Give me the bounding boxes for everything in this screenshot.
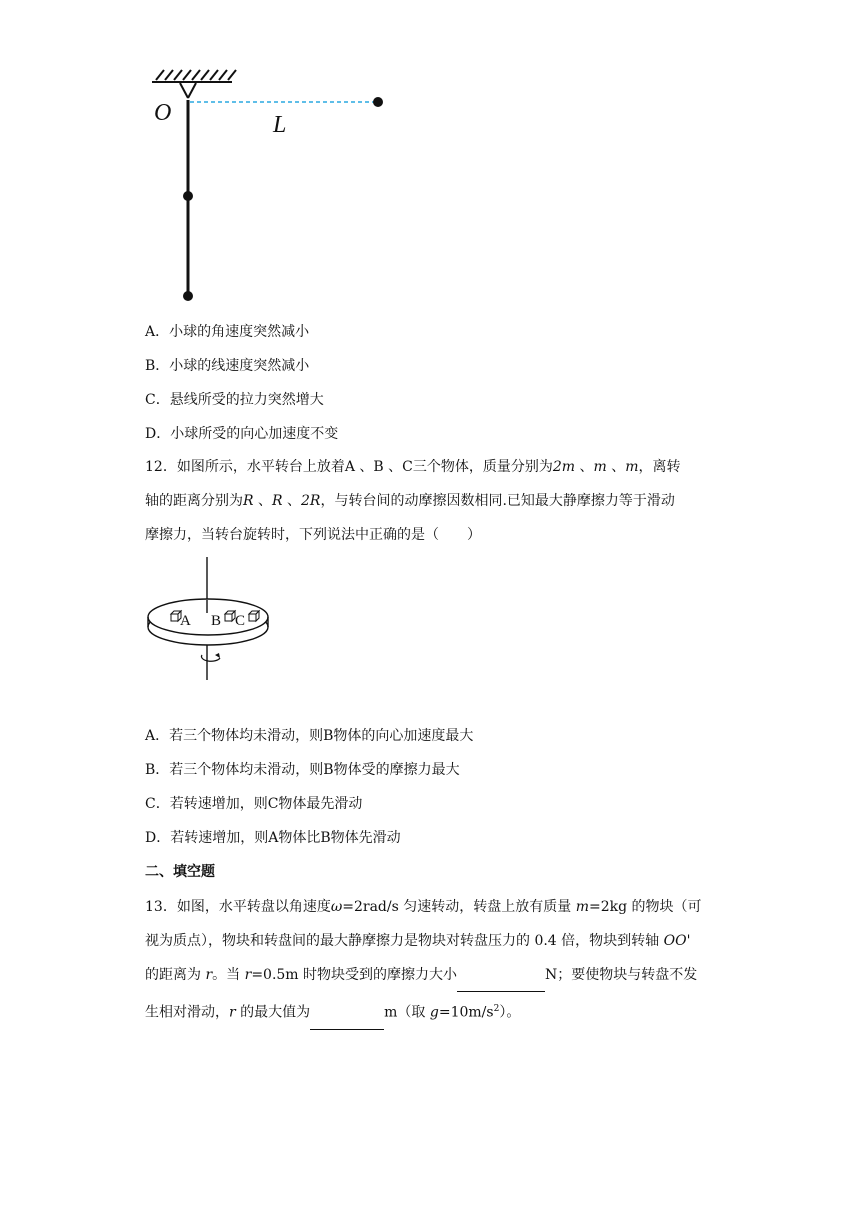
ceiling-support — [152, 70, 236, 98]
q11-option-c: C．悬线所受的拉力突然增大 — [145, 392, 324, 408]
label-l: L — [273, 112, 287, 138]
block-c — [249, 611, 259, 621]
q12-option-b: B．若三个物体均未滑动，则B物体受的摩擦力最大 — [145, 762, 460, 778]
ball-vertical — [183, 291, 193, 301]
q12-line-2: 轴的距离分别为R 、R 、2R，与转台间的动摩擦因数相同.已知最大静摩擦力等于滑动 — [145, 493, 675, 509]
section-heading-fill-blank: 二、填空题 — [145, 864, 215, 880]
q11-option-b: B．小球的线速度突然减小 — [145, 358, 310, 374]
q13-line-1: 13．如图，水平转盘以角速度ω=2rad/s 匀速转动，转盘上放有质量 m=2kg 的物块（可 — [145, 899, 702, 915]
answer-blank-friction[interactable] — [457, 971, 545, 992]
q12-option-c: C．若转速增加，则C物体最先滑动 — [145, 796, 363, 812]
q11-option-a: A．小球的角速度突然减小 — [145, 324, 310, 340]
nail — [183, 191, 193, 201]
answer-blank-max-radius[interactable] — [310, 1009, 384, 1030]
label-b: B — [211, 613, 222, 629]
pendulum-figure — [140, 60, 400, 310]
q13-stem — [145, 890, 720, 1026]
q12-option-a: A．若三个物体均未滑动，则B物体的向心加速度最大 — [145, 728, 474, 744]
q12-line-1: 12．如图所示，水平转台上放着A 、B 、C三个物体，质量分别为2m 、m 、m，离转 — [145, 459, 681, 475]
q13-line-4: 生相对滑动，r 的最大值为 m（取 $g=10m/s^2$）。 — [145, 992, 720, 1026]
q11-option-d: D．小球所受的向心加速度不变 — [145, 426, 339, 442]
q12-line-3: 摩擦力，当转台旋转时，下列说法中正确的是（ ） — [145, 527, 481, 543]
turntable-figure — [140, 555, 280, 685]
ball-horizontal — [373, 97, 383, 107]
q13-line-2: 视为质点），物块和转盘间的最大静摩擦力是物块对转盘压力的 0.4 倍，物块到转轴 OO' — [145, 933, 691, 949]
q12-option-d: D．若转速增加，则A物体比B物体先滑动 — [145, 830, 401, 846]
label-a: A — [180, 613, 191, 629]
block-b — [225, 611, 235, 621]
label-c: C — [235, 613, 246, 629]
label-o: O — [154, 100, 172, 126]
q12-stem — [145, 450, 720, 552]
q13-line-3: 的距离为 r。当 r=0.5m 时物块受到的摩擦力大小 N；要使物块与转盘不发 — [145, 958, 720, 992]
